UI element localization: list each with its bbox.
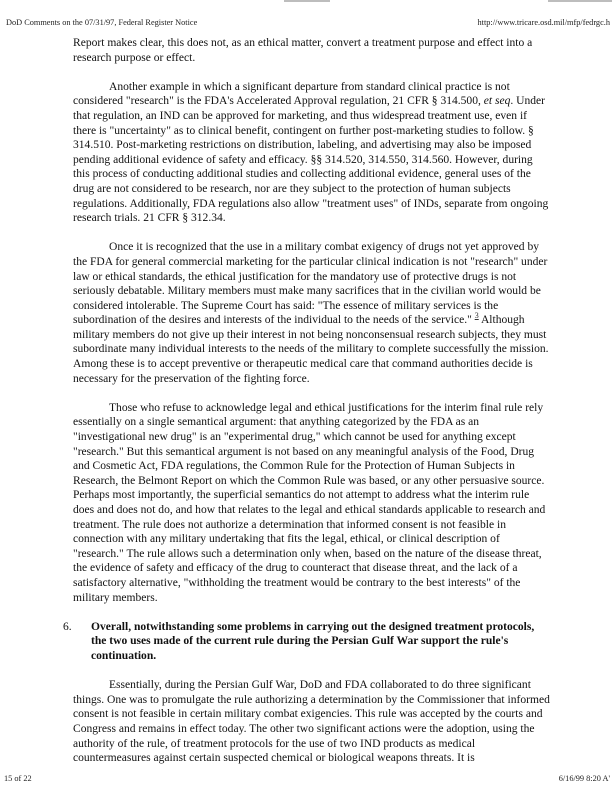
- page-header-url: http://www.tricare.osd.mil/mfp/fedrgc.h: [477, 18, 610, 27]
- document-body: [63, 36, 551, 780]
- top-edge-line: [284, 0, 330, 2]
- paragraph: Report makes clear, this does not, as an ethical matter, convert a treatment purpose and effect into a research purpose or effect.: [73, 37, 533, 64]
- paragraph: Those who refuse to acknowledge legal and ethical justifications for the interim final rule rely essentially on a single semantical argument: that anything categorized by the FDA as an "investigational new drug" is an "experimental drug," which cannot be used for anything except "research." But this semantical argument is not based on any meaningful analysis of the Food, Drug and Cosmetic Act, FDA regulations, the Common Rule for the Protection of Human Subjects in Research, the Belmont Report on which the Common Rule was based, or any other persuasive source. Perhaps most importantly, the superficial semantics do not attempt to address what the interim rule does and does not do, and how that relates to the legal and ethical standards applicable to research and treatment. The rule does not authorize a determination that informed consent is not feasible in connection with any military undertaking that fits the legal, ethical, or clinical description of "research." The rule allows such a determination only when, based on the nature of the disease threat, the evidence of safety and efficacy of the drug to counteract that disease threat, and the lack of a satisfactory alternative, "withholding the treatment would be contrary to the best interests" of the military members.: [73, 401, 546, 604]
- section-number: 6.: [63, 620, 72, 633]
- paragraph: Another example in which a significant departure from standard clinical practice is not considered "research" is the FDA's Accelerated Approval regulation, 21 CFR § 314.500, et seq. Under that regulation, an IND can be approved for marketing, and thus widespread treatment use, even if there is "uncertainty" as to clinical benefit, contingent on further post-marketing studies to follow. § 314.510. Post-marketing restrictions on distribution, labeling, and advertising may also be imposed pending additional evidence of safety and efficacy. §§ 314.520, 314.550, 314.560. However, during this process of conducting additional studies and collecting additional evidence, general uses of the drug are not considered to be research, nor are they subject to the protection of human subjects regulations. Additionally, FDA regulations also allow "treatment uses" of INDs, separate from ongoing research trials. 21 CFR § 312.34.: [73, 80, 549, 225]
- section-heading-text: Overall, notwithstanding some problems in carrying out the designed treatment protocols, the two uses made of the current rule during the Persian Gulf War support the rule's continuation.: [91, 620, 535, 662]
- footnote-link[interactable]: 3: [474, 311, 479, 321]
- top-edge-line: [548, 0, 612, 2]
- section-heading: [63, 620, 551, 664]
- italic-term: et seq: [483, 95, 511, 108]
- page-header-title: DoD Comments on the 07/31/97, Federal Register Notice: [6, 18, 198, 27]
- print-datetime: 6/16/99 8:20 A': [558, 774, 610, 783]
- paragraph: Essentially, during the Persian Gulf War, DoD and FDA collaborated to do three significant things. One was to promulgate the rule authorizing a determination by the Commissioner that informed consent is not feasible in certain military combat exigencies. This rule was accepted by the courts and Congress and remains in effect today. The other two significant actions were the adoption, using the authority of the rule, of treatment protocols for the use of two IND products as medical countermeasures against certain suspected chemical or biological weapons threats. It is: [73, 679, 550, 765]
- page-number: 15 of 22: [4, 774, 32, 783]
- paragraph: Once it is recognized that the use in a military combat exigency of drugs not yet approved by the FDA for general commercial marketing for the particular clinical indication is not "research" under law or ethical standards, the ethical justification for the mandatory use of protective drugs is not seriously debatable. Military members must make many sacrifices that in the civilian world would be considered intolerable. The Supreme Court has said: "The essence of military services is the subordination of the desires and interests of the individual to the needs of the service." $^3$ Although military members do not give up their interest in not being nonconsensual research subjects, they must subordinate many individual interests to the needs of the military to complete successfully the mission. Among these is to accept preventive or therapeutic medical care that command authorities decide is necessary for the preservation of the fighting force.: [73, 241, 549, 385]
